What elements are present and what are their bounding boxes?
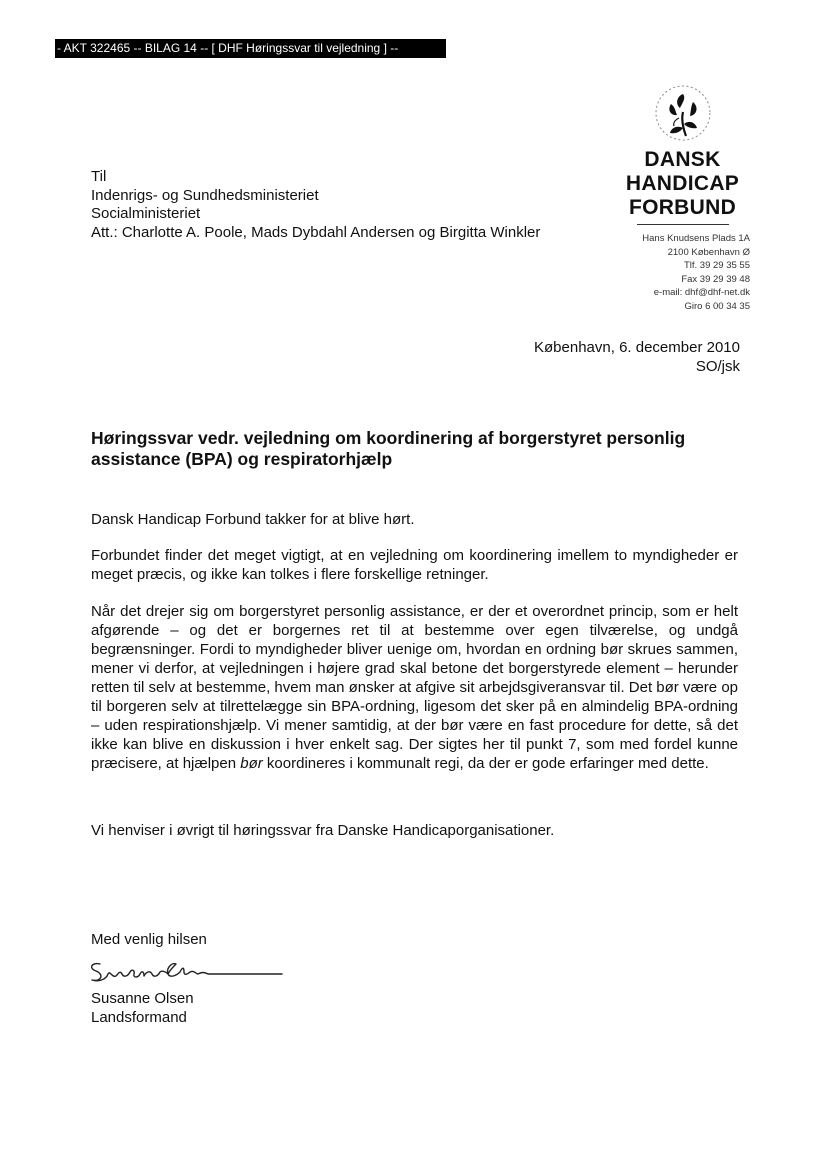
emphasized-word: bør bbox=[240, 755, 263, 772]
body-paragraph-thanks: Dansk Handicap Forbund takker for at blive hørt. bbox=[91, 511, 415, 528]
recipient-line-to: Til bbox=[91, 168, 107, 185]
recipient-line-social-ministry: Socialministeriet bbox=[91, 205, 201, 222]
date-block bbox=[534, 338, 740, 376]
body-paragraph-reference: Vi henviser i øvrigt til høringssvar fra Danske Handicaporganisationer. bbox=[91, 822, 555, 839]
contact-city: 2100 København Ø bbox=[667, 246, 750, 258]
organization-name bbox=[615, 148, 750, 220]
logo-line-handicap: HANDICAP bbox=[625, 172, 740, 195]
handwritten-signature bbox=[86, 956, 286, 988]
recipient-line-attention: Att.: Charlotte A. Poole, Mads Dybdahl Andersen og Birgitta Winkler bbox=[91, 223, 541, 241]
contact-fax: Fax 39 29 39 48 bbox=[681, 273, 750, 285]
signer-title: Landsformand bbox=[91, 1009, 187, 1026]
body-paragraph-principle bbox=[91, 602, 738, 773]
body-paragraph-importance: Forbundet finder det meget vigtigt, at en vejledning om koordinering imellem to myndigheder er meget præcis, og ikke kan tolkes i flere forskellige retninger. bbox=[91, 547, 738, 583]
contact-giro: Giro 6 00 34 35 bbox=[684, 300, 750, 312]
logo-divider bbox=[637, 224, 729, 225]
organization-logo bbox=[615, 82, 750, 231]
contact-email: e-mail: dhf@dhf-net.dk bbox=[653, 287, 750, 299]
contact-phone: Tlf. 39 29 35 55 bbox=[683, 260, 750, 272]
logo-line-dansk: DANSK bbox=[644, 148, 721, 171]
recipient-line-ministry: Indenrigs- og Sundhedsministeriet bbox=[91, 186, 319, 204]
contact-address: Hans Knudsens Plads 1A bbox=[642, 233, 750, 244]
logo-line-forbund: FORBUND bbox=[628, 196, 737, 219]
paragraph-text-start: Når det drejer sig om borgerstyret personlig assistance, er der et overordnet princip, som er helt afgørende – og det er borgernes ret til at bestemme over egen tilværelse, og undgå begrænsninger. Fordi to myndigheder bliver uenige om, hvordan en ordning bør skrues sammen, mener vi derfor, at vejledningen i højere grad skal betone det borgerstyrede element – herunder retten til selv at bestemme, hvem man ønsker at afgive sit arbejdsgiveransvar til. Det bør være op til borgeren selv at tilrettelægge sin BPA-ordning, ligesom det sker på en almindelig BPA-ordning – uden respirationshjælp. Vi mener samtidig, at der bør være en fast procedure for dette, så det ikke kan blive en diskussion i hver enkelt sag. Der sigtes her til punkt 7, som med fordel kunne præcisere, at hjælpen bbox=[91, 603, 738, 772]
letter-reference: SO/jsk bbox=[695, 358, 740, 375]
letter-date: København, 6. december 2010 bbox=[534, 339, 740, 356]
document-header-bar: - AKT 322465 -- BILAG 14 -- [ DHF Høringssvar til vejledning ] -- bbox=[55, 39, 446, 58]
recipient-block bbox=[91, 168, 540, 242]
contact-details bbox=[600, 232, 750, 314]
signer-block bbox=[91, 989, 194, 1027]
flower-emblem-icon bbox=[653, 82, 713, 144]
signer-name: Susanne Olsen bbox=[91, 990, 194, 1007]
paragraph-text-end: koordineres i kommunalt regi, da der er gode erfaringer med dette. bbox=[262, 755, 709, 772]
closing-salutation: Med venlig hilsen bbox=[91, 931, 207, 948]
letter-subject: Høringssvar vedr. vejledning om koordinering af borgerstyret personlig assistance (BPA) og respiratorhjælp bbox=[91, 428, 686, 469]
